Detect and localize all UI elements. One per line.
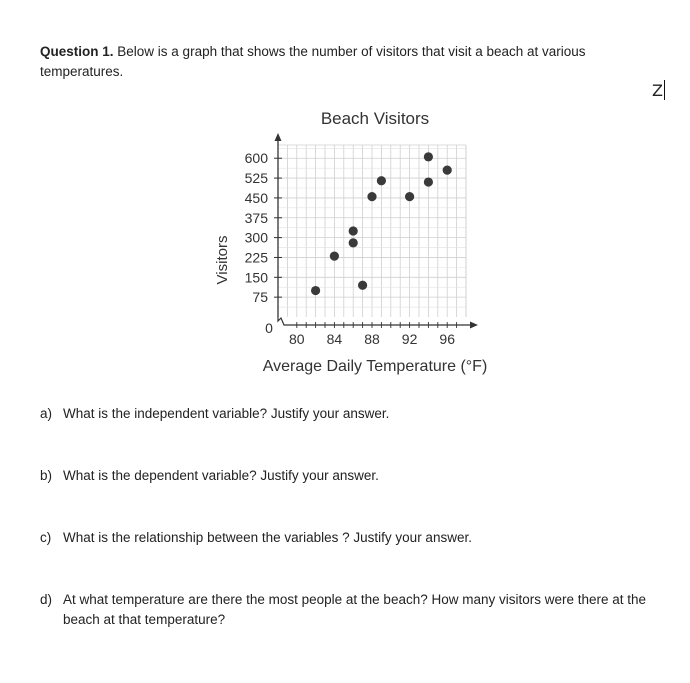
x-axis-break <box>278 317 287 325</box>
data-point <box>424 177 433 186</box>
y-axis-arrow <box>275 133 282 141</box>
question-b-label: b) <box>40 468 53 483</box>
question-a <box>40 404 653 424</box>
question-d <box>40 590 653 630</box>
y-tick-label: 375 <box>244 209 268 226</box>
x-ticks <box>289 322 457 347</box>
data-point <box>330 252 339 261</box>
y-tick-label: 450 <box>244 189 268 206</box>
question-b <box>40 466 653 486</box>
x-tick-label: 92 <box>401 331 418 347</box>
chart-grid <box>278 145 466 317</box>
data-point <box>367 192 376 201</box>
x-tick-label: 88 <box>364 331 380 347</box>
text-cursor <box>652 80 665 100</box>
y-tick-label: 225 <box>244 249 268 266</box>
x-tick-label: 96 <box>439 331 455 347</box>
y-tick-label: 75 <box>252 289 268 306</box>
data-point <box>424 152 433 161</box>
data-point <box>405 192 414 201</box>
x-axis-arrow <box>470 322 478 329</box>
caret <box>664 80 666 100</box>
data-point <box>377 176 386 185</box>
data-point <box>311 286 320 295</box>
question-b-text: What is the dependent variable? Justify your answer. <box>63 468 379 483</box>
data-point <box>349 238 358 247</box>
data-point <box>443 166 452 175</box>
cursor-glyph: Z <box>652 81 663 100</box>
question-c <box>40 528 653 548</box>
x-tick-label: 84 <box>326 331 343 347</box>
question-a-label: a) <box>40 406 53 421</box>
data-point <box>349 226 358 235</box>
question-a-text: What is the independent variable? Justify your answer. <box>63 406 390 421</box>
question-d-text: At what temperature are there the most people at the beach? How many visitors were there at the beach at that temperature? <box>63 592 647 627</box>
y-tick-label: 150 <box>244 269 268 286</box>
y-axis-label: Visitors <box>214 235 231 285</box>
y-tick-label: 300 <box>244 229 268 246</box>
data-point <box>358 281 367 290</box>
y-tick-label: 525 <box>244 170 268 187</box>
chart-title: Beach Visitors <box>320 109 430 128</box>
y-ticks <box>245 150 282 305</box>
question-c-label: c) <box>40 530 52 545</box>
question-d-label: d) <box>40 592 53 607</box>
question-text <box>40 42 640 82</box>
origin-label: 0 <box>265 320 273 336</box>
beach-visitors-chart <box>200 100 510 390</box>
y-tick-label: 600 <box>244 150 268 167</box>
question-number: Question 1. <box>40 44 114 59</box>
question-body: Below is a graph that shows the number of visitors that visit a beach at various temperatures. <box>40 44 586 79</box>
x-axis-label: Average Daily Temperature (°F) <box>262 358 488 375</box>
question-c-text: What is the relationship between the variables ? Justify your answer. <box>63 530 472 545</box>
x-tick-label: 80 <box>289 331 305 347</box>
